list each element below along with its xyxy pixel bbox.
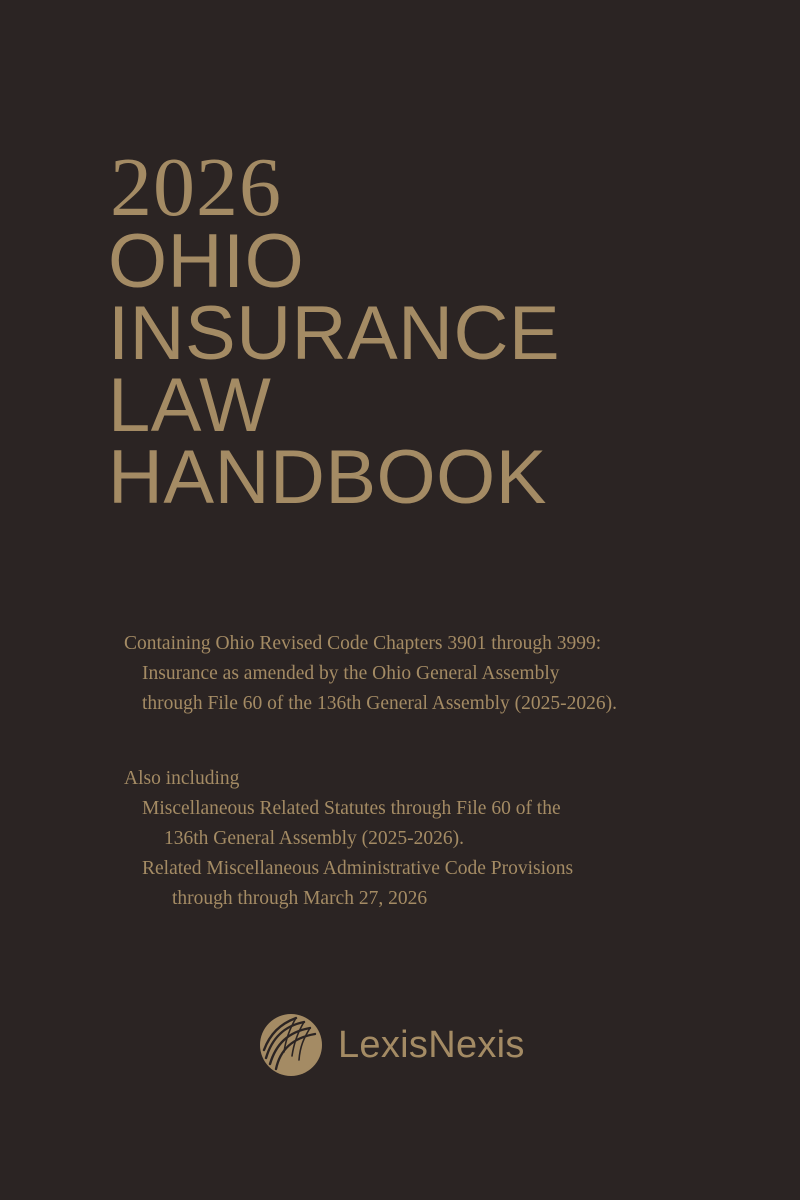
title-year: 2026 [110,141,282,234]
book-title [108,141,788,520]
description-line: Related Miscellaneous Administrative Code Provisions [142,858,574,879]
description-line: Containing Ohio Revised Code Chapters 3901 through 3999: [124,633,602,654]
publisher-name: LexisNexis [338,1023,525,1066]
description-line: Also including [124,768,240,789]
title-line-ohio: OHIO [108,219,305,304]
description-line: 136th General Assembly (2025-2026). [164,828,465,849]
publisher-logo [258,1010,525,1080]
description-line: through through March 27, 2026 [172,888,428,909]
lexisnexis-globe-icon [258,1012,324,1078]
cover-description [124,629,784,914]
paragraph-gap [124,719,784,764]
title-line-insurance: INSURANCE [108,291,561,376]
description-line: Insurance as amended by the Ohio General Assembly [142,663,560,684]
title-line-handbook: HANDBOOK [108,435,547,520]
title-line-law: LAW [108,363,272,448]
description-line: through File 60 of the 136th General Assembly (2025-2026). [142,693,617,714]
description-line: Miscellaneous Related Statutes through File 60 of the [142,798,561,819]
